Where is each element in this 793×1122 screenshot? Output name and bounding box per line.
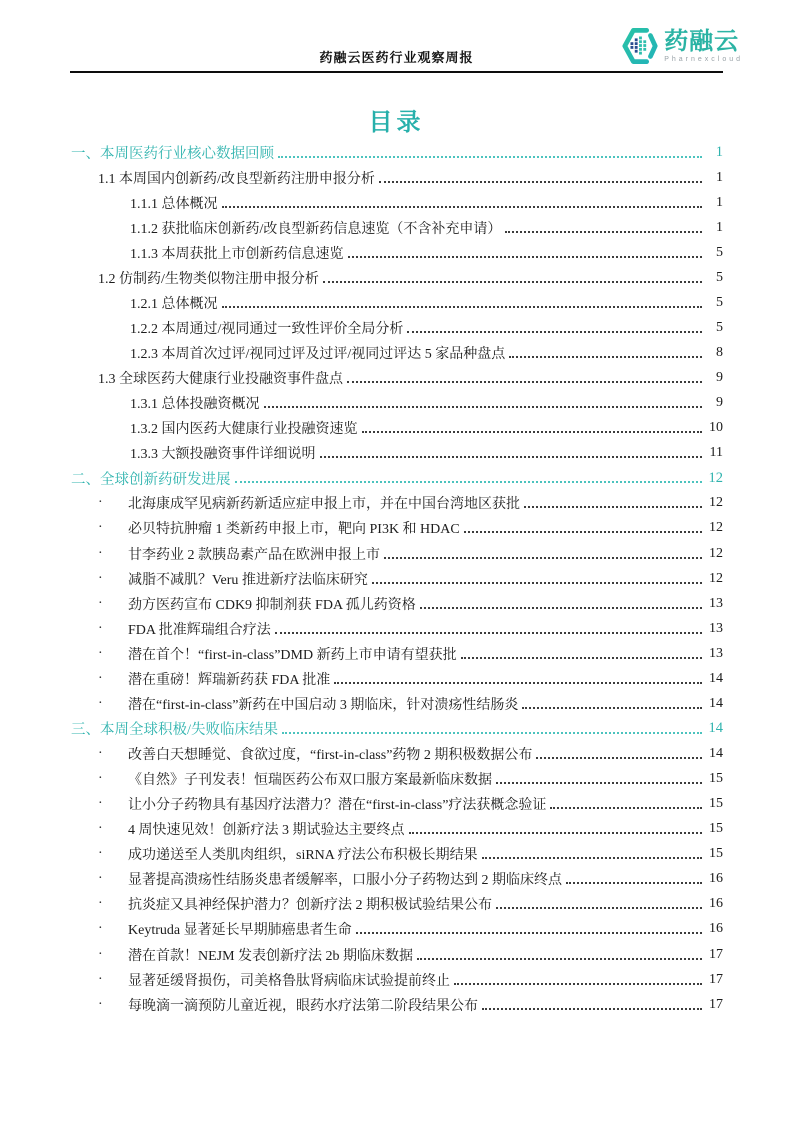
dot-leader <box>323 281 702 283</box>
toc-entry[interactable] <box>71 466 723 491</box>
toc-entry[interactable] <box>71 240 723 265</box>
bullet-icon: · <box>98 670 103 686</box>
toc-entry[interactable] <box>71 867 723 892</box>
toc-entry-label: 1.2 仿制药/生物类似物注册申报分析 <box>98 271 319 287</box>
toc-entry-page-number: 13 <box>709 595 723 611</box>
toc-entry-label: 潜在首个！“first-in-class”DMD 新药上市申请有望获批 <box>128 647 457 663</box>
toc-entry[interactable] <box>71 391 723 416</box>
toc-entry-label: 1.3.2 国内医药大健康行业投融资速览 <box>130 422 358 438</box>
dot-leader <box>454 983 702 985</box>
dot-leader <box>320 456 703 458</box>
toc-entry-page-number: 16 <box>709 871 723 887</box>
bullet-icon: · <box>98 771 103 787</box>
toc-entry-label: 1.1.2 获批临床创新药/改良型新药信息速览（不含补充申请） <box>130 221 502 237</box>
toc-entry-page-number: 9 <box>716 370 723 386</box>
toc-entry-label: 让小分子药物具有基因疗法潜力？潜在“first-in-class”疗法获概念验证 <box>128 798 547 814</box>
toc-entry-page-number: 10 <box>709 420 723 436</box>
toc-entry-page-number: 12 <box>709 570 723 586</box>
toc-entry[interactable] <box>71 165 723 190</box>
dot-leader <box>222 206 703 208</box>
toc-entry-page-number: 12 <box>709 495 723 511</box>
dot-leader <box>222 306 703 308</box>
bullet-icon: · <box>98 520 103 536</box>
toc-entry-label: 成功递送至人类肌肉组织，siRNA 疗法公布积极长期结果 <box>128 848 478 864</box>
toc-entry-label: 显著延缓肾损伤，司美格鲁肽肾病临床试验提前终止 <box>128 973 450 989</box>
toc-entry-label: 潜在重磅！辉瑞新药获 FDA 批准 <box>128 672 331 688</box>
toc-entry-label: 甘李药业 2 款胰岛素产品在欧洲申报上市 <box>128 547 380 563</box>
toc-entry[interactable] <box>71 541 723 566</box>
dot-leader <box>509 356 702 358</box>
toc-entry-page-number: 14 <box>708 720 723 737</box>
header-title: 药融云医药行业观察周报 <box>319 50 474 65</box>
toc-entry[interactable] <box>71 416 723 441</box>
toc-entry-page-number: 17 <box>709 996 723 1012</box>
toc-entry-label: 北海康成罕见病新药新适应症申报上市，并在中国台湾地区获批 <box>128 497 520 513</box>
toc-entry-page-number: 1 <box>716 219 723 235</box>
logo-subtitle: Pharnexcloud <box>664 55 743 63</box>
toc-entry[interactable] <box>71 992 723 1017</box>
dot-leader <box>536 757 702 759</box>
toc-entry-page-number: 5 <box>716 244 723 260</box>
toc-entry-label: 4 周快速见效！创新疗法 3 期试验达主要终点 <box>128 823 405 839</box>
dot-leader <box>407 331 702 333</box>
bullet-icon: · <box>98 570 103 586</box>
pharnexcloud-hexagon-chart-icon <box>621 27 659 65</box>
pharnexcloud-logo <box>621 27 743 65</box>
bullet-icon: · <box>98 645 103 661</box>
toc-entry[interactable] <box>71 666 723 691</box>
toc-entry[interactable] <box>71 792 723 817</box>
toc-entry-label: 1.3 全球医药大健康行业投融资事件盘点 <box>98 372 343 388</box>
toc-entry-page-number: 15 <box>709 796 723 812</box>
toc-entry[interactable] <box>71 892 723 917</box>
toc-entry-label: 1.1 本周国内创新药/改良型新药注册申报分析 <box>98 171 375 187</box>
toc-entry-label: 每晚滴一滴预防儿童近视，眼药水疗法第二阶段结果公布 <box>128 998 478 1014</box>
toc-entry[interactable] <box>71 817 723 842</box>
toc-entry-page-number: 17 <box>709 971 723 987</box>
toc-entry-page-number: 14 <box>709 746 723 762</box>
toc-entry-label: 劲方医药宣布 CDK9 抑制剂获 FDA 孤儿药资格 <box>128 597 416 613</box>
dot-leader <box>362 431 703 433</box>
dot-leader <box>372 582 702 584</box>
toc-entry-label: 1.1.3 本周获批上市创新药信息速览 <box>130 246 344 262</box>
toc-entry[interactable] <box>71 716 723 741</box>
dot-leader <box>348 256 703 258</box>
toc-entry-page-number: 15 <box>709 821 723 837</box>
toc-entry-page-number: 13 <box>709 645 723 661</box>
toc-entry-page-number: 12 <box>709 520 723 536</box>
dot-leader <box>420 607 702 609</box>
toc-entry-label: 必贝特抗肿瘤 1 类新药申报上市，靶向 PI3K 和 HDAC <box>128 522 460 538</box>
dot-leader <box>417 958 702 960</box>
logo-wordmark: 药融云 <box>664 27 740 55</box>
toc-entry-page-number: 1 <box>716 169 723 185</box>
bullet-icon: · <box>98 846 103 862</box>
dot-leader <box>379 181 702 183</box>
dot-leader <box>264 406 703 408</box>
toc-entry[interactable] <box>71 190 723 215</box>
header-divider <box>70 71 723 73</box>
toc-entry-label: 1.2.3 本周首次过评/视同过评及过评/视同过评达 5 家品种盘点 <box>130 347 506 363</box>
toc-entry[interactable] <box>71 842 723 867</box>
toc-entry[interactable] <box>71 616 723 641</box>
toc-entry[interactable] <box>71 967 723 992</box>
toc-entry-label: 显著提高溃疡性结肠炎患者缓解率，口服小分子药物达到 2 期临床终点 <box>128 873 562 889</box>
dot-leader <box>235 481 703 483</box>
bullet-icon: · <box>98 971 103 987</box>
toc-entry-page-number: 16 <box>709 896 723 912</box>
toc-entry[interactable] <box>71 366 723 391</box>
dot-leader <box>482 1008 702 1010</box>
toc-entry-label: 潜在“first-in-class”新药在中国启动 3 期临床，针对溃疡性结肠炎 <box>128 697 519 713</box>
toc-entry-page-number: 12 <box>708 469 723 486</box>
toc-entry-page-number: 12 <box>709 545 723 561</box>
toc-entry[interactable] <box>71 140 723 165</box>
dot-leader <box>496 782 702 784</box>
bullet-icon: · <box>98 595 103 611</box>
dot-leader <box>566 882 702 884</box>
toc-entry-page-number: 14 <box>709 670 723 686</box>
toc-entry-page-number: 5 <box>716 319 723 335</box>
toc-list <box>71 140 723 1017</box>
toc-entry[interactable] <box>71 215 723 240</box>
toc-entry-label: 一、本周医药行业核心数据回顾 <box>71 146 274 163</box>
bullet-icon: · <box>98 545 103 561</box>
toc-entry[interactable] <box>71 441 723 466</box>
dot-leader <box>464 531 702 533</box>
dot-leader <box>278 156 702 158</box>
toc-entry-page-number: 17 <box>709 946 723 962</box>
toc-entry-label: 三、本周全球积极/失败临床结果 <box>71 722 279 739</box>
toc-entry-label: 1.2.1 总体概况 <box>130 296 218 312</box>
toc-entry[interactable] <box>71 691 723 716</box>
bullet-icon: · <box>98 695 103 711</box>
toc-entry[interactable] <box>71 491 723 516</box>
bullet-icon: · <box>98 746 103 762</box>
toc-entry-label: Keytruda 显著延长早期肺癌患者生命 <box>128 923 352 939</box>
toc-entry[interactable] <box>71 942 723 967</box>
toc-entry-page-number: 13 <box>709 620 723 636</box>
bullet-icon: · <box>98 896 103 912</box>
dot-leader <box>356 932 702 934</box>
dot-leader <box>522 707 702 709</box>
toc-entry[interactable] <box>71 341 723 366</box>
bullet-icon: · <box>98 946 103 962</box>
toc-entry-label: 《自然》子刊发表！恒瑞医药公布双口服方案最新临床数据 <box>128 773 492 789</box>
dot-leader <box>550 807 702 809</box>
toc-entry[interactable] <box>71 917 723 942</box>
toc-entry-label: 潜在首款！NEJM 发表创新疗法 2b 期临床数据 <box>128 948 414 964</box>
toc-entry-label: 抗炎症又具神经保护潜力？创新疗法 2 期积极试验结果公布 <box>128 898 492 914</box>
bullet-icon: · <box>98 620 103 636</box>
dot-leader <box>384 557 702 559</box>
toc-entry[interactable] <box>71 566 723 591</box>
toc-entry[interactable] <box>71 315 723 340</box>
toc-entry-label: 1.2.2 本周通过/视同通过一致性评价全局分析 <box>130 321 404 337</box>
bullet-icon: · <box>98 871 103 887</box>
toc-entry[interactable] <box>71 265 723 290</box>
toc-entry-page-number: 5 <box>716 269 723 285</box>
dot-leader <box>409 832 703 834</box>
dot-leader <box>505 231 702 233</box>
toc-entry-page-number: 9 <box>716 395 723 411</box>
toc-entry[interactable] <box>71 742 723 767</box>
dot-leader <box>334 682 702 684</box>
bullet-icon: · <box>98 796 103 812</box>
dot-leader <box>461 657 702 659</box>
toc-entry[interactable] <box>71 591 723 616</box>
toc-entry-label: FDA 批准辉瑞组合疗法 <box>128 622 271 638</box>
toc-entry[interactable] <box>71 290 723 315</box>
toc-entry-label: 1.3.3 大额投融资事件详细说明 <box>130 447 316 463</box>
toc-entry-page-number: 15 <box>709 846 723 862</box>
toc-entry-page-number: 16 <box>709 921 723 937</box>
toc-entry[interactable] <box>71 767 723 792</box>
toc-entry-page-number: 15 <box>709 771 723 787</box>
toc-entry[interactable] <box>71 516 723 541</box>
toc-entry-label: 1.3.1 总体投融资概况 <box>130 397 260 413</box>
dot-leader <box>496 907 702 909</box>
toc-entry-page-number: 11 <box>709 445 723 461</box>
toc-entry-label: 1.1.1 总体概况 <box>130 196 218 212</box>
bullet-icon: · <box>98 495 103 511</box>
dot-leader <box>282 732 702 734</box>
bullet-icon: · <box>98 921 103 937</box>
toc-entry-page-number: 1 <box>715 144 723 161</box>
toc-entry-page-number: 5 <box>716 294 723 310</box>
toc-entry-label: 减脂不减肌？Veru 推进新疗法临床研究 <box>128 572 368 588</box>
toc-entry-label: 二、全球创新药研发进展 <box>71 471 231 488</box>
toc-entry-label: 改善白天想睡觉、食欲过度，“first-in-class”药物 2 期积极数据公布 <box>128 748 533 764</box>
toc-entry-page-number: 1 <box>716 194 723 210</box>
bullet-icon: · <box>98 821 103 837</box>
dot-leader <box>482 857 702 859</box>
dot-leader <box>347 381 702 383</box>
dot-leader <box>275 632 702 634</box>
toc-entry-page-number: 14 <box>709 695 723 711</box>
bullet-icon: · <box>98 996 103 1012</box>
page-title: 目录 <box>368 110 425 136</box>
toc-entry[interactable] <box>71 641 723 666</box>
dot-leader <box>524 506 702 508</box>
toc-entry-page-number: 8 <box>716 345 723 361</box>
